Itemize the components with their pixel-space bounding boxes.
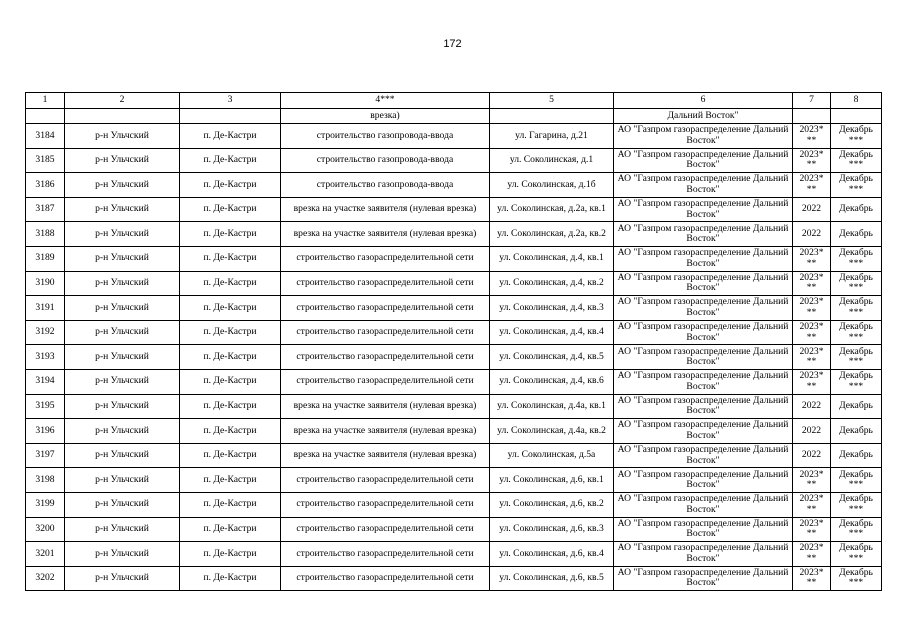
continuation-cell: врезка) — [281, 109, 490, 124]
address-cell: ул. Соколинская, д.6, кв.1 — [490, 468, 614, 493]
table-row — [26, 173, 882, 198]
year-cell: 2022 — [793, 197, 831, 222]
work-type-cell: строительство газораспределительной сети — [281, 468, 490, 493]
table-row — [26, 320, 882, 345]
district-cell: р-н Ульчский — [65, 419, 180, 444]
work-type-cell: врезка на участке заявителя (нулевая врезка) — [281, 394, 490, 419]
continuation-cell — [793, 109, 831, 124]
gas-connection-table — [25, 92, 882, 591]
year-cell: 2023* ** — [793, 246, 831, 271]
row-number-cell: 3202 — [26, 566, 65, 591]
header-cell-col4: 4*** — [281, 93, 490, 109]
settlement-cell: п. Де-Кастри — [180, 517, 281, 542]
table-row — [26, 566, 882, 591]
organization-cell: АО "Газпром газораспределение Дальний Восток" — [614, 443, 793, 468]
table-body — [26, 93, 882, 591]
organization-cell: АО "Газпром газораспределение Дальний Восток" — [614, 419, 793, 444]
table-row — [26, 468, 882, 493]
organization-cell: АО "Газпром газораспределение Дальний Восток" — [614, 246, 793, 271]
year-cell: 2023* ** — [793, 566, 831, 591]
header-cell-col7: 7 — [793, 93, 831, 109]
table-row — [26, 369, 882, 394]
year-cell: 2022 — [793, 222, 831, 247]
address-cell: ул. Соколинская, д.2а, кв.2 — [490, 222, 614, 247]
address-cell: ул. Соколинская, д.6, кв.4 — [490, 542, 614, 567]
settlement-cell: п. Де-Кастри — [180, 173, 281, 198]
work-type-cell: строительство газопровода-ввода — [281, 148, 490, 173]
work-type-cell: врезка на участке заявителя (нулевая врезка) — [281, 197, 490, 222]
organization-cell: АО "Газпром газораспределение Дальний Восток" — [614, 566, 793, 591]
row-number-cell: 3187 — [26, 197, 65, 222]
settlement-cell: п. Де-Кастри — [180, 320, 281, 345]
work-type-cell: строительство газораспределительной сети — [281, 320, 490, 345]
year-cell: 2023* ** — [793, 271, 831, 296]
table-row — [26, 148, 882, 173]
continuation-cell — [65, 109, 180, 124]
table-row — [26, 443, 882, 468]
organization-cell: АО "Газпром газораспределение Дальний Восток" — [614, 124, 793, 149]
table-row — [26, 345, 882, 370]
table-row — [26, 394, 882, 419]
table-row — [26, 517, 882, 542]
district-cell: р-н Ульчский — [65, 443, 180, 468]
settlement-cell: п. Де-Кастри — [180, 271, 281, 296]
work-type-cell: строительство газораспределительной сети — [281, 369, 490, 394]
row-number-cell: 3194 — [26, 369, 65, 394]
year-cell: 2023* ** — [793, 173, 831, 198]
settlement-cell: п. Де-Кастри — [180, 566, 281, 591]
year-cell: 2023* ** — [793, 542, 831, 567]
district-cell: р-н Ульчский — [65, 492, 180, 517]
settlement-cell: п. Де-Кастри — [180, 246, 281, 271]
year-cell: 2022 — [793, 419, 831, 444]
address-cell: ул. Соколинская, д.5а — [490, 443, 614, 468]
work-type-cell: врезка на участке заявителя (нулевая врезка) — [281, 443, 490, 468]
year-cell: 2023* ** — [793, 369, 831, 394]
year-cell: 2023* ** — [793, 468, 831, 493]
year-cell: 2023* ** — [793, 124, 831, 149]
organization-cell: АО "Газпром газораспределение Дальний Восток" — [614, 271, 793, 296]
settlement-cell: п. Де-Кастри — [180, 197, 281, 222]
header-cell-col6: 6 — [614, 93, 793, 109]
address-cell: ул. Соколинская, д.6, кв.3 — [490, 517, 614, 542]
settlement-cell: п. Де-Кастри — [180, 468, 281, 493]
district-cell: р-н Ульчский — [65, 468, 180, 493]
month-cell: Декабрь — [831, 197, 882, 222]
month-cell: Декабрь *** — [831, 173, 882, 198]
organization-cell: АО "Газпром газораспределение Дальний Восток" — [614, 296, 793, 321]
header-cell-col2: 2 — [65, 93, 180, 109]
month-cell: Декабрь *** — [831, 542, 882, 567]
table-row — [26, 222, 882, 247]
district-cell: р-н Ульчский — [65, 320, 180, 345]
organization-cell: АО "Газпром газораспределение Дальний Восток" — [614, 173, 793, 198]
district-cell: р-н Ульчский — [65, 517, 180, 542]
year-cell: 2023* ** — [793, 148, 831, 173]
settlement-cell: п. Де-Кастри — [180, 542, 281, 567]
district-cell: р-н Ульчский — [65, 369, 180, 394]
table-row — [26, 542, 882, 567]
work-type-cell: строительство газораспределительной сети — [281, 517, 490, 542]
work-type-cell: строительство газопровода-ввода — [281, 124, 490, 149]
row-number-cell: 3191 — [26, 296, 65, 321]
settlement-cell: п. Де-Кастри — [180, 222, 281, 247]
settlement-cell: п. Де-Кастри — [180, 345, 281, 370]
organization-cell: АО "Газпром газораспределение Дальний Восток" — [614, 345, 793, 370]
table-row — [26, 246, 882, 271]
row-number-cell: 3199 — [26, 492, 65, 517]
address-cell: ул. Соколинская, д.4, кв.4 — [490, 320, 614, 345]
year-cell: 2023* ** — [793, 492, 831, 517]
year-cell: 2022 — [793, 443, 831, 468]
organization-cell: АО "Газпром газораспределение Дальний Восток" — [614, 369, 793, 394]
month-cell: Декабрь *** — [831, 345, 882, 370]
address-cell: ул. Соколинская, д.4, кв.6 — [490, 369, 614, 394]
district-cell: р-н Ульчский — [65, 566, 180, 591]
district-cell: р-н Ульчский — [65, 222, 180, 247]
organization-cell: АО "Газпром газораспределение Дальний Восток" — [614, 320, 793, 345]
address-cell: ул. Соколинская, д.1 — [490, 148, 614, 173]
table-row — [26, 271, 882, 296]
district-cell: р-н Ульчский — [65, 246, 180, 271]
month-cell: Декабрь — [831, 443, 882, 468]
month-cell: Декабрь *** — [831, 566, 882, 591]
address-cell: ул. Соколинская, д.4, кв.5 — [490, 345, 614, 370]
month-cell: Декабрь — [831, 222, 882, 247]
district-cell: р-н Ульчский — [65, 173, 180, 198]
continuation-cell — [26, 109, 65, 124]
year-cell: 2022 — [793, 394, 831, 419]
continuation-row — [26, 109, 882, 124]
row-number-cell: 3201 — [26, 542, 65, 567]
settlement-cell: п. Де-Кастри — [180, 394, 281, 419]
settlement-cell: п. Де-Кастри — [180, 369, 281, 394]
organization-cell: АО "Газпром газораспределение Дальний Восток" — [614, 468, 793, 493]
table-row — [26, 197, 882, 222]
work-type-cell: строительство газораспределительной сети — [281, 566, 490, 591]
address-cell: ул. Соколинская, д.4а, кв.1 — [490, 394, 614, 419]
year-cell: 2023* ** — [793, 345, 831, 370]
month-cell: Декабрь *** — [831, 271, 882, 296]
settlement-cell: п. Де-Кастри — [180, 492, 281, 517]
row-number-cell: 3190 — [26, 271, 65, 296]
settlement-cell: п. Де-Кастри — [180, 148, 281, 173]
district-cell: р-н Ульчский — [65, 296, 180, 321]
organization-cell: АО "Газпром газораспределение Дальний Восток" — [614, 492, 793, 517]
continuation-cell — [490, 109, 614, 124]
month-cell: Декабрь — [831, 419, 882, 444]
address-cell: ул. Соколинская, д.6, кв.5 — [490, 566, 614, 591]
table-row — [26, 419, 882, 444]
row-number-cell: 3185 — [26, 148, 65, 173]
month-cell: Декабрь — [831, 394, 882, 419]
row-number-cell: 3184 — [26, 124, 65, 149]
organization-cell: АО "Газпром газораспределение Дальний Восток" — [614, 148, 793, 173]
work-type-cell: строительство газораспределительной сети — [281, 246, 490, 271]
work-type-cell: строительство газораспределительной сети — [281, 542, 490, 567]
row-number-cell: 3186 — [26, 173, 65, 198]
organization-cell: АО "Газпром газораспределение Дальний Восток" — [614, 542, 793, 567]
month-cell: Декабрь *** — [831, 369, 882, 394]
address-cell: ул. Соколинская, д.2а, кв.1 — [490, 197, 614, 222]
address-cell: ул. Соколинская, д.1б — [490, 173, 614, 198]
address-cell: ул. Соколинская, д.4, кв.2 — [490, 271, 614, 296]
row-number-cell: 3196 — [26, 419, 65, 444]
work-type-cell: врезка на участке заявителя (нулевая врезка) — [281, 419, 490, 444]
work-type-cell: строительство газораспределительной сети — [281, 345, 490, 370]
row-number-cell: 3189 — [26, 246, 65, 271]
header-row — [26, 93, 882, 109]
settlement-cell: п. Де-Кастри — [180, 443, 281, 468]
work-type-cell: строительство газораспределительной сети — [281, 271, 490, 296]
district-cell: р-н Ульчский — [65, 197, 180, 222]
organization-cell: АО "Газпром газораспределение Дальний Восток" — [614, 517, 793, 542]
row-number-cell: 3193 — [26, 345, 65, 370]
row-number-cell: 3198 — [26, 468, 65, 493]
header-cell-col3: 3 — [180, 93, 281, 109]
table-row — [26, 124, 882, 149]
address-cell: ул. Соколинская, д.4а, кв.2 — [490, 419, 614, 444]
district-cell: р-н Ульчский — [65, 394, 180, 419]
work-type-cell: строительство газопровода-ввода — [281, 173, 490, 198]
district-cell: р-н Ульчский — [65, 271, 180, 296]
settlement-cell: п. Де-Кастри — [180, 296, 281, 321]
year-cell: 2023* ** — [793, 517, 831, 542]
month-cell: Декабрь *** — [831, 124, 882, 149]
month-cell: Декабрь *** — [831, 148, 882, 173]
month-cell: Декабрь *** — [831, 296, 882, 321]
district-cell: р-н Ульчский — [65, 148, 180, 173]
header-cell-col1: 1 — [26, 93, 65, 109]
page-number: 172 — [443, 38, 462, 50]
continuation-cell — [831, 109, 882, 124]
organization-cell: АО "Газпром газораспределение Дальний Восток" — [614, 394, 793, 419]
month-cell: Декабрь *** — [831, 320, 882, 345]
header-cell-col8: 8 — [831, 93, 882, 109]
address-cell: ул. Гагарина, д.21 — [490, 124, 614, 149]
month-cell: Декабрь *** — [831, 468, 882, 493]
month-cell: Декабрь *** — [831, 492, 882, 517]
continuation-cell: Дальний Восток" — [614, 109, 793, 124]
address-cell: ул. Соколинская, д.4, кв.1 — [490, 246, 614, 271]
row-number-cell: 3197 — [26, 443, 65, 468]
row-number-cell: 3200 — [26, 517, 65, 542]
table-row — [26, 296, 882, 321]
address-cell: ул. Соколинская, д.6, кв.2 — [490, 492, 614, 517]
district-cell: р-н Ульчский — [65, 124, 180, 149]
header-cell-col5: 5 — [490, 93, 614, 109]
settlement-cell: п. Де-Кастри — [180, 419, 281, 444]
month-cell: Декабрь *** — [831, 517, 882, 542]
district-cell: р-н Ульчский — [65, 542, 180, 567]
work-type-cell: врезка на участке заявителя (нулевая врезка) — [281, 222, 490, 247]
row-number-cell: 3188 — [26, 222, 65, 247]
organization-cell: АО "Газпром газораспределение Дальний Восток" — [614, 197, 793, 222]
organization-cell: АО "Газпром газораспределение Дальний Восток" — [614, 222, 793, 247]
year-cell: 2023* ** — [793, 320, 831, 345]
settlement-cell: п. Де-Кастри — [180, 124, 281, 149]
continuation-cell — [180, 109, 281, 124]
table-row — [26, 492, 882, 517]
work-type-cell: строительство газораспределительной сети — [281, 296, 490, 321]
row-number-cell: 3192 — [26, 320, 65, 345]
district-cell: р-н Ульчский — [65, 345, 180, 370]
address-cell: ул. Соколинская, д.4, кв.3 — [490, 296, 614, 321]
row-number-cell: 3195 — [26, 394, 65, 419]
month-cell: Декабрь *** — [831, 246, 882, 271]
work-type-cell: строительство газораспределительной сети — [281, 492, 490, 517]
year-cell: 2023* ** — [793, 296, 831, 321]
